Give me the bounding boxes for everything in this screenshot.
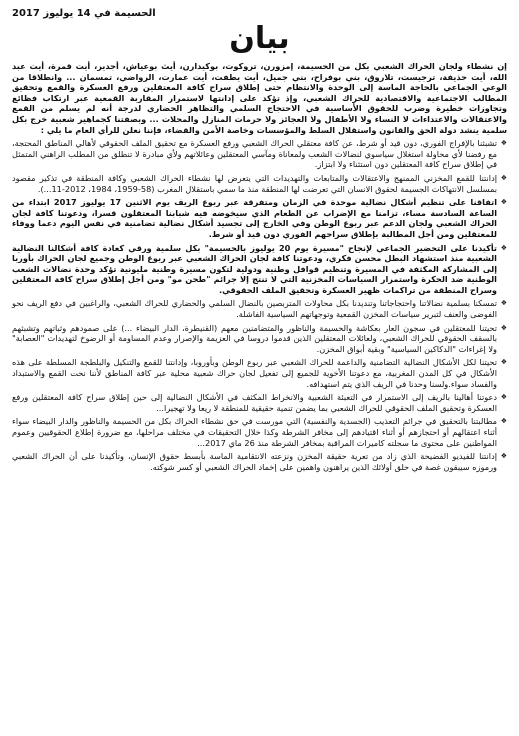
list-item (12, 416, 507, 448)
bullet-icon: ❖ (500, 198, 507, 207)
bullet-icon: ❖ (500, 358, 507, 367)
item-text: إدانتنا للفيديو الفضيحة الذي زاد من تعرية حقيقة المخزن ونزعته الانتقامية الماسة بأبسط حقوق الإنسان، وتأكيدنا على أن الحراك الشعبي ورموزه سيبقون غصة في حلق أولائك الذين يراهنون واهمين على إخماد الحراك الشعبي أو كسر شوكته. (12, 451, 497, 472)
bullet-icon: ❖ (500, 393, 507, 402)
item-text: تحيتنا لكل الأشكال النضالية التضامنية والداعمة للحراك الشعبي عبر ربوع الوطن وبأوروبا، وإدانتنا للقمع والتنكيل والبلطجة المسلطة على هذه الأشكال في كل المدن المغربية، مع دعوتنا الأخوية للجميع إلى تفعيل لجان حراك شعبية محلية عبر كافة المناطق لأننا نحت القمع والاستبداد والفساد سواء.ولسنا وحدنا في الريف الذي يتم استهدافه. (12, 357, 497, 389)
list-item (12, 243, 507, 296)
list-item (12, 323, 507, 355)
list-item (12, 173, 507, 194)
item-text: اتفاقنا على تنظيم أشكال نضالية موحدة في الزمان ومتفرقة عبر ربوع الريف يوم الاثنين 17 يوليوز 2017 ابتداء من الساعة السادسة مساء، تزامنا مع الإضراب عن الطعام الذي سيخوضه فيه شبابنا المعتقلون قسرا، ودعوتنا كافة لجان الحراك الشعبي ولجان الدعم عبر ربوع الوطن وفي الخارج إلى تجسيد أشكال نضالية تضامنية في نفس اليوم دعما ووفاء للمعتقلين ومن أجل المطالبة بإطلاق سراحهم الفوري دون قيد أو شرط. (12, 197, 498, 239)
bullet-icon: ❖ (500, 299, 507, 308)
item-text: تحيتنا للمعتقلين في سجون العار بعكاشة والحسيمة والناظور والمتضامنين معهم (القنيطرة، الدار البيضاء ...) على صمودهم وثباتهم وتشبثهم بالسقف الحقوقي للحراك الشعبي، ولعائلات المعتقلين الذين قدموا دروسا في العزيمة والإصرار وعدم المساومة أو الرضوخ لتهديدات "العصابة" ولا إغراءات "الدكاكين السياسية" وبقية أبواق المخزن. (12, 322, 497, 354)
intro-paragraph: إن نشطاء ولجان الحراك الشعبي بكل من الحسيمة، إمزورن، تروكوت، بوكيدارن، أيث بوعياش، أجدير، أيت قمرة، أيت عبد الله، أيت حذيفة، ترجيست، تلاروق، بني بوفراح، بني جميل، أيت يطفت، أيت عمارت، الرواضي، تمسمان ... وانطلاقا من الوعي الجماعي بالحاجة الماسة إلى الوحدة والانتظام حتى إطلاق سراح كافة المعتقلين ورفع العسكرة والقمع وتحقيق المطالب الاجتماعية والاقتصادية للحراك الشعبي، وإذ تؤكد على إدانتها لاستمرار المقاربة القمعية عبر ارتكاب فظائع وتجاوزات خطيرة وضرب للحقوق الأساسية في الاحتجاج السلمي والتظاهر الحضاري لدرجة أنه لم يسلم من القمع والاعتقالات والاعتداءات لا النساء ولا الأطفال ولا العجائز ولا حرمات المنازل والمحلات ... وبصفتنا كجماهير شعبية خرج بكل سلمية ينشد دولة الحق والقانون واستقلال السلط والمؤسسات وخاصة الأمن والقضاء، فإننا نعلن للرأي العام ما يلي : (12, 61, 507, 135)
item-text: تأكيدنا على التحضير الجماعي لإنجاح "مسيرة يوم 20 يوليوز بالحسيمة" بكل سلمية ورقي كعادة كافة أشكالنا النضالية الشعبية منذ استشهاد البطل محسن فكري، ودعوتنا كافة لجان الحراك الشعبي عبر ربوع الوطن وجميع لجان الحراك بأوربا إلى المشاركة المكثفة في المسيرة وتنظيم قوافل وطنية ودولية لتكون مسيرة وطنية مليونية تؤكد وحدة نضالات الشعب الوطنية ضد الحكرة واستمرار السياسات المخزنية التي لا تنتج إلا جرائم "طحن مو" ومن أجل إطلاق سراح كافة المعتقلين وسراح المنطقة من تراكمات ظهير العسكرة وتحقيق الملف الحقوقي. (12, 242, 497, 295)
page-title: بيان (229, 21, 290, 56)
item-text: تمسكنا بسلمية نضالاتنا واحتجاجاتنا وتنديدنا بكل محاولات المتربصين بالنضال السلمي والحضاري للحراك الشعبي، والراغبين في دفع الريف نحو الفوضى والعنف لتبرير سياسات المخزن القمعية وتوجهاتهم السياسية الفاشلة. (12, 298, 497, 320)
bullet-icon: ❖ (500, 452, 507, 461)
dateline: الحسيمة في 14 يوليوز 2017 (12, 8, 156, 19)
item-text: دعوتنا أهالينا بالريف إلى الاستمرار في التعبئة الشعبية والانخراط المكثف في الأشكال النضالية إلى حين إطلاق سراح كافة المعتقلين ورفع العسكرة وتحقيق الملف الحقوقي للحراك الشعبي بما يضمن تنمية حقيقية للمنطقة لا ريعا ولا تهجيرا... (12, 392, 497, 413)
bullet-icon: ❖ (500, 417, 507, 426)
list-item (12, 357, 507, 389)
item-text: مطالبتنا بالتحقيق في جرائم التعذيب (الجسدية والنفسية) التي مورست في حق نشطاء الحراك بكل من الحسيمة والناظور والدار البيضاء سواء أثناء اعتقالهم أو احتجازهم أو أثناء اقتيادهم إلى مخافر الشرطة وكذا خلال التحقيقات في مختلف مراحلها، مع ضرورة إطلاع الحقوقيين وعموم المواطنين على محتوى ما سجلته كاميرات المراقبة بمخافر الشرطة منذ 26 ماي 2017... (12, 416, 497, 448)
list-item (12, 197, 507, 239)
demands-list (12, 138, 507, 472)
list-item (12, 451, 507, 472)
bullet-icon: ❖ (500, 139, 507, 148)
bullet-icon: ❖ (500, 243, 507, 252)
item-text: تشبثنا بالإفراج الفوري، دون قيد أو شرط، عن كافة معتقلي الحراك الشعبي ورفع العسكرة مع تحقيق الملف الحقوقي لأهالي المناطق المحتجة، مع رفضنا لأي محاولة استغلال سياسوي لنضالات الشعب ولمعاناة ومآسي المعتقلين وعائلاتهم ولأي مبادرة لا تنطلق من المطلب الراهني المتمثل في إطلاق سراح كافة المعتقلين دون استثناء ولا ابتزاز. (12, 138, 497, 170)
bullet-icon: ❖ (500, 173, 507, 182)
item-text: إدانتنا للقمع المخزني الممنهج والاعتقالات والمتابعات والتهديدات التي يتعرض لها نشطاء الحراك الشعبي وكافة المنطقة في تذكير مقصود بمسلسل الانتهاكات الجسيمة لحقوق الانسان التي تعرضت لها المنطقة منذ ما سمي باستقلال المغرب (58-1959، 1984، 2012-11...). (12, 172, 497, 194)
list-item (12, 138, 507, 170)
bullet-icon: ❖ (500, 323, 507, 332)
list-item (12, 298, 507, 319)
list-item (12, 392, 507, 413)
